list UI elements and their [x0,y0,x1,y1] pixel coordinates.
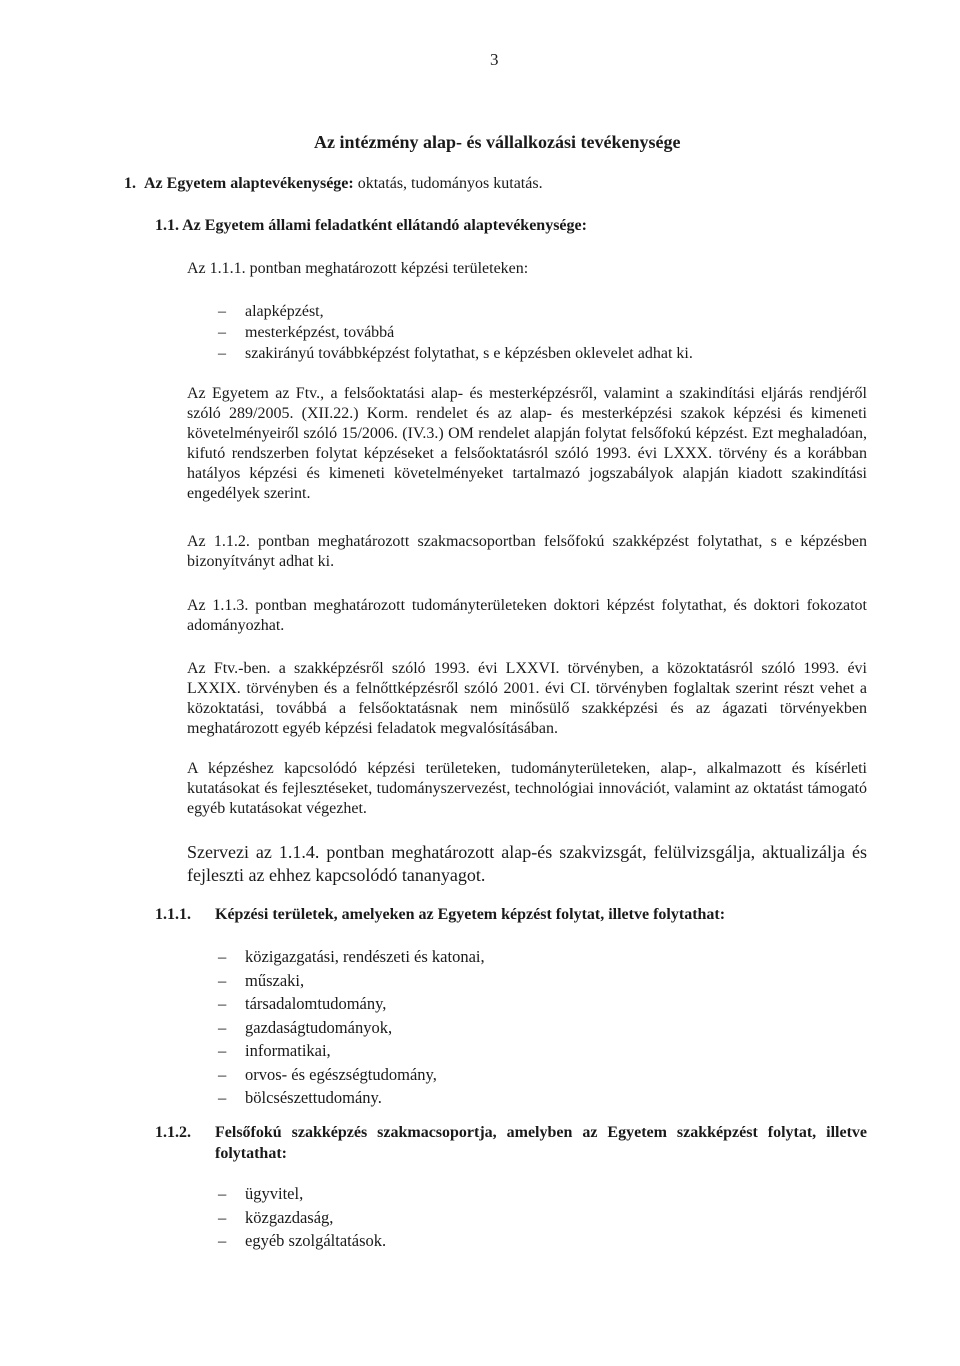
kepzeshez-paragraph: A képzéshez kapcsolódó képzési területeken, tudományterületeken, alap-, alkalmazott és kísérleti kutatásokat és fejlesztéseket, tudományszervezést, technológiai innovációt, valamint az oktatást támogató egyéb kutatásokat végezhet. [187,760,867,817]
kepzesi-teruletek-list [218,945,485,1110]
section-1-1-1-number: 1.1.1. [155,906,191,923]
section-1-label: Az Egyetem alaptevékenysége: [144,175,354,192]
section-1-1-1-heading [155,904,867,925]
section-1-heading [124,175,543,193]
document-title: Az intézmény alap- és vállalkozási tevékenysége [314,132,681,152]
list-item: – mesterképzést, továbbá [218,322,693,343]
section-1-number: 1. [124,175,136,192]
list-item: – egyéb szolgáltatások. [218,1229,386,1253]
list-item: – közigazgatási, rendészeti és katonai, [218,945,485,969]
list-item: – szakirányú továbbképzést folytathat, s e képzésben oklevelet adhat ki. [218,343,693,364]
list-item: – alapképzést, [218,301,693,322]
section-1-1-heading: 1.1. Az Egyetem állami feladatként ellátandó alaptevékenysége: [155,217,587,234]
intro-list [218,301,693,364]
szakmacsoport-list [218,1182,386,1253]
section-1-text: oktatás, tudományos kutatás. [353,175,543,192]
list-item: – ügyvitel, [218,1182,386,1206]
szervezi-paragraph: Szervezi az 1.1.4. pontban meghatározott alap-és szakvizsgát, felülvizsgálja, aktualizálja és fejleszti az ehhez kapcsolódó tananyagot. [187,842,867,885]
paragraph-1-1-3: Az 1.1.3. pontban meghatározott tudományterületeken doktori képzést folytathat, és doktori fokozatot adományozhat. [187,597,867,634]
list-item: – műszaki, [218,969,485,993]
list-item: – bölcsészettudomány. [218,1086,485,1110]
list-item: – gazdaságtudományok, [218,1016,485,1040]
list-item: – informatikai, [218,1039,485,1063]
intro-paragraph: Az 1.1.1. pontban meghatározott képzési területeken: [187,260,529,277]
ftv-paragraph: Az Egyetem az Ftv., a felsőoktatási alap- és mesterképzésről, valamint a szakindítási eljárás rendjéről szóló 289/2005. (XII.22.) Korm. rendelet és az alap- és mesterképzési szakok képzési és kimeneti követelményeiről szóló 15/2006. (IV.3.) OM rendelet alapján folytat felsőfokú képzést. Ezt meghaladóan, kifutó rendszerben folytat képzéseket a felsőoktatásról szóló 1993. évi LXXX. törvény és a korábban hatályos képzési és kimeneti követelményeket tartalmazó jogszabályok alapján kiadott szakindítási engedélyek szerint. [187,385,867,502]
list-item: – orvos- és egészségtudomány, [218,1063,485,1087]
section-1-1-2-title: Felsőfokú szakképzés szakmacsoportja, amelyben az Egyetem szakképzést folytat, illetve folytathat: [215,1124,867,1162]
paragraph-1-1-2: Az 1.1.2. pontban meghatározott szakmacsoportban felsőfokú szakképzést folytathat, s e képzésben bizonyítványt adhat ki. [187,533,867,570]
page-number: 3 [490,50,499,69]
list-item: – társadalomtudomány, [218,992,485,1016]
section-1-1-2-number: 1.1.2. [155,1124,191,1141]
section-1-1-1-title: Képzési területek, amelyeken az Egyetem képzést folytat, illetve folytathat: [215,906,726,923]
ftv-ben-paragraph: Az Ftv.-ben. a szakképzésről szóló 1993. évi LXXVI. törvényben, a közoktatásról szóló 1993. évi LXXIX. törvényben és a felnőttképzésről szóló 2001. évi CI. törvényben foglaltak szerint részt vehet a közoktatási, továbbá a felsőoktatásnak nem minősülő szakképzési és az ágazati törvényekben meghatározott egyéb képzési feladatok megvalósításában. [187,660,867,737]
list-item: – közgazdaság, [218,1206,386,1230]
section-1-1-2-heading [155,1122,867,1164]
